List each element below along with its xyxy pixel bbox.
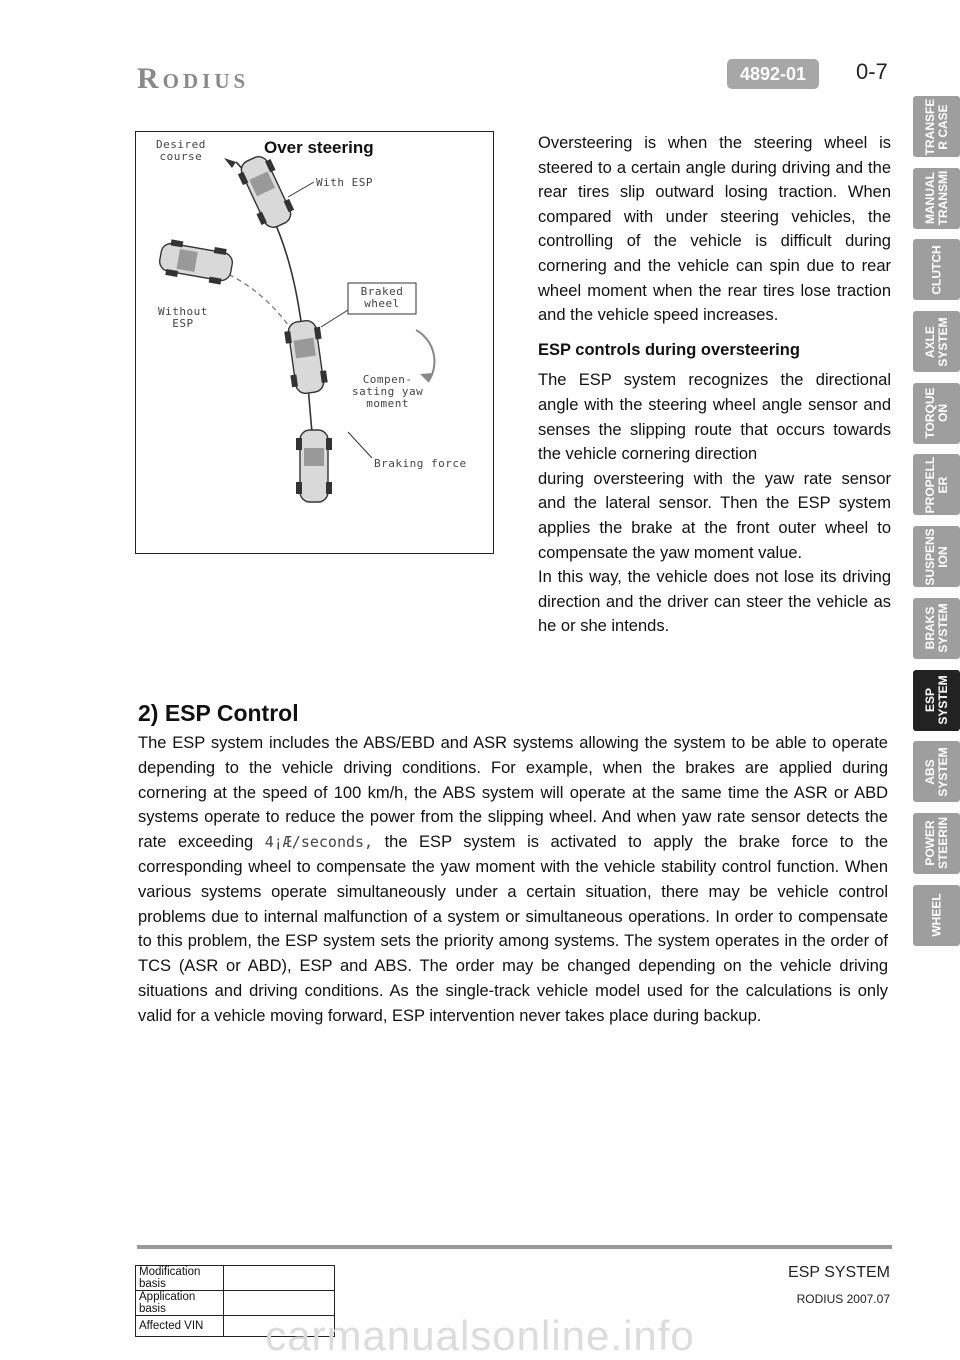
label-braked-wheel: Braked wheel	[360, 285, 404, 310]
label-compensating-yaw-moment: Compen- sating yaw moment	[352, 373, 424, 410]
label-braking-force: Braking force	[374, 457, 467, 470]
oversteering-description	[538, 131, 891, 639]
chapter-tab-label: ABS SYSTEM	[922, 747, 950, 797]
chapter-tab[interactable]	[913, 526, 960, 587]
esp-paragraph-3: In this way, the vehicle does not lose its driving direction and the driver can steer the vehicle as he or she intends.	[538, 568, 891, 636]
modification-basis-value	[224, 1266, 335, 1291]
diagram-graphics	[136, 132, 495, 555]
car-top	[234, 152, 297, 232]
chapter-tab-label: BRAKS SYSTEM	[922, 603, 950, 653]
footer-divider	[137, 1245, 892, 1249]
esp-paragraph-1: The ESP system recognizes the directional angle with the steering wheel angle sensor and senses the slipping route that occurs towards the vehicle cornering direction	[538, 371, 891, 464]
car-middle	[283, 319, 329, 395]
brand-logo: Rodius	[137, 62, 250, 95]
chapter-tab[interactable]	[913, 670, 960, 731]
chapter-tab-label: SUSPENS ION	[922, 527, 950, 586]
page-number: 0-7	[856, 59, 888, 84]
oversteering-paragraph: Oversteering is when the steering wheel is steered to a certain angle during driving and the rear tires slip outward losing traction. When compared with under steering vehicles, the controlling of the vehicle is difficult during cornering and the vehicle can spin due to rear wheel moment when the rear tires lose traction and the vehicle speed increases.	[538, 134, 891, 325]
esp-oversteering-heading: ESP controls during oversteering	[538, 340, 800, 359]
chapter-tab[interactable]	[913, 454, 960, 515]
body-text-part-2: the ESP system is activated to apply the brake force to the corresponding wheel to compensate the yaw moment with the vehicle stability control function. When various systems operate simultaneously under a certain situation, there may be vehicle control problems due to internal malfunction of a system or simultaneous operations. In order to compensate to this problem, the ESP system sets the priority among systems. The system operates in the order of TCS (ASR or ABD), ESP and ABS. The order may be changed depending on the vehicle driving situations and driving conditions. As the single-track vehicle model used for the calculations is only valid for a vehicle moving forward, ESP intervention never takes place during backup.	[138, 833, 888, 1025]
chapter-tabs	[913, 96, 960, 956]
affected-vin-label: Affected VIN	[136, 1316, 224, 1337]
with-esp-leader	[288, 182, 314, 197]
chapter-tab[interactable]	[913, 239, 960, 300]
diagram-title: Over steering	[264, 138, 374, 157]
esp-control-paragraph	[138, 731, 888, 1029]
chapter-tab-label: MANUAL TRANSMI	[922, 170, 950, 226]
footer-date: RODIUS 2007.07	[796, 1292, 890, 1306]
footer-system-name: ESP SYSTEM	[788, 1264, 890, 1281]
body-text-part-1: The ESP system includes the ABS/EBD and ASR systems allowing the system to be able to operate depending to the vehicle driving conditions. For example, when the brakes are applied during cornering at the speed of 100 km/h, the ABS system will operate at the same time the ASR or ABD systems operate to reduce the power from the slipping wheel. And when yaw rate sensor detects the rate exceeding	[138, 734, 888, 852]
chapter-tab[interactable]	[913, 741, 960, 802]
chapter-tab[interactable]	[913, 383, 960, 444]
label-without-esp: Without ESP	[158, 305, 208, 330]
chapter-tab-label: POWER STEERIN	[922, 817, 950, 870]
chapter-tab-label: ESP SYSTEM	[922, 675, 950, 725]
chapter-tab-label: WHEEL	[929, 893, 943, 937]
desired-course-arrowhead	[224, 158, 236, 168]
label-with-esp: With ESP	[316, 176, 373, 189]
section-title: 2) ESP Control	[138, 700, 299, 726]
oversteering-diagram	[135, 131, 494, 554]
chapter-tab-label: AXLE SYSTEM	[922, 316, 950, 367]
chapter-tab[interactable]	[913, 598, 960, 659]
document-code-badge: 4892-01	[727, 59, 819, 89]
watermark: carmanualsonline.info	[265, 1312, 695, 1359]
chapter-tab[interactable]	[913, 168, 960, 229]
chapter-tab-label: CLUTCH	[929, 245, 943, 295]
chapter-tab[interactable]	[913, 311, 960, 372]
braked-wheel-leader	[321, 310, 348, 327]
braking-force-leader	[348, 432, 372, 458]
chapter-tab-label: PROPELL ER	[922, 456, 950, 514]
yaw-rate-threshold: 4¡Æ/seconds,	[264, 833, 374, 852]
chapter-tab-label: TRANSFE R CASE	[922, 98, 950, 155]
chapter-tab-label: TORQUE ON	[922, 387, 950, 439]
car-without-esp	[157, 238, 234, 286]
application-basis-label: Application basis	[136, 1291, 224, 1316]
chapter-tab[interactable]	[913, 96, 960, 157]
esp-paragraph-2: during oversteering with the yaw rate sensor and the lateral sensor. Then the ESP system applies the brake at the front outer wheel to compensate the yaw moment value.	[538, 469, 891, 562]
label-desired-course: Desired course	[156, 138, 206, 163]
modification-basis-label: Modification basis	[136, 1266, 224, 1291]
chapter-tab[interactable]	[913, 813, 960, 874]
car-bottom	[296, 430, 332, 502]
chapter-tab[interactable]	[913, 885, 960, 946]
